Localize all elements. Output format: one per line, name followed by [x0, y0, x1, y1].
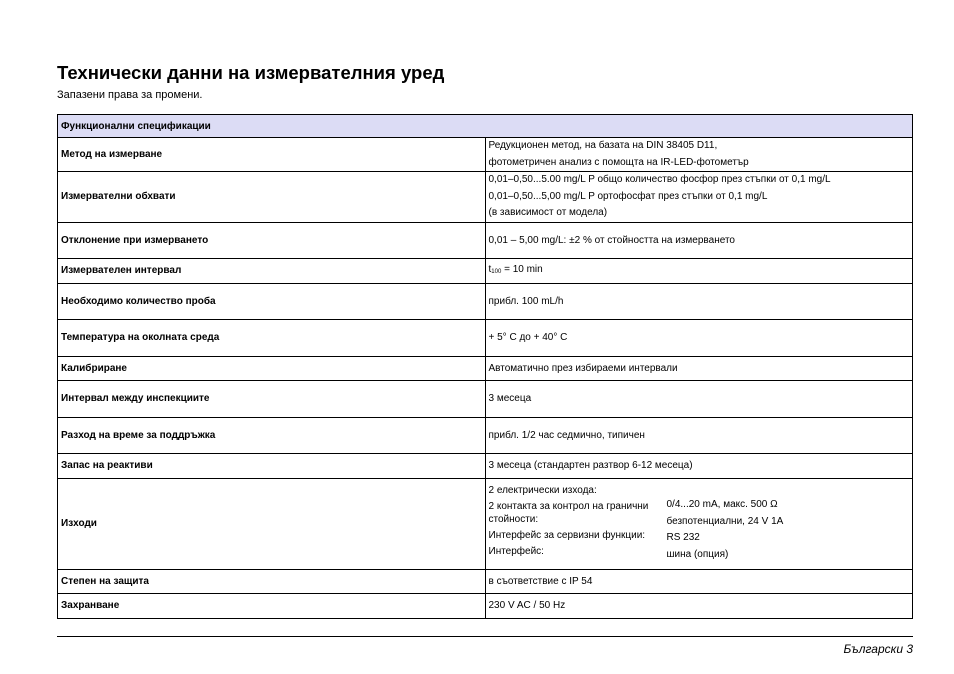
row-label: Захранване: [58, 593, 486, 618]
output-value: RS 232: [666, 532, 700, 543]
page-subtitle: Запазени права за промени.: [57, 89, 203, 101]
table-header-row: [58, 115, 913, 138]
outputs-values: [667, 484, 784, 563]
output-item: Интерфейс за сервизни функции:: [488, 530, 646, 541]
row-label: Отклонение при измерването: [58, 222, 486, 258]
output-value: шина (опция): [666, 548, 729, 560]
outputs-grid: [489, 482, 910, 565]
row-value: Автоматично през избираеми интервали: [485, 356, 913, 380]
row-value-line: (в зависимост от модела): [488, 207, 608, 218]
t-symbol: t: [488, 263, 492, 275]
row-value: в съответствие с IP 54: [485, 569, 913, 593]
row-value-line: Редукционен метод, на базата на DIN 38405 D11,: [488, 140, 718, 151]
table-header: Функционални спецификации: [58, 115, 913, 138]
footer-divider: [57, 636, 913, 637]
row-value: прибл. 100 mL/h: [485, 283, 913, 319]
row-label: Температура на околната среда: [58, 319, 486, 356]
table-row: [58, 222, 913, 258]
row-value: 3 месеца: [485, 380, 913, 417]
table-row: [58, 478, 913, 569]
table-row: [58, 258, 913, 283]
row-value: [485, 172, 913, 223]
table-row: [58, 319, 913, 356]
row-value: + 5° C до + 40° C: [485, 319, 913, 356]
row-label: Измервателен интервал: [58, 258, 486, 283]
row-label: Метод на измерване: [58, 138, 486, 172]
outputs-items: [489, 484, 667, 563]
row-value: [485, 138, 913, 172]
table-row: [58, 138, 913, 172]
row-value-line: 0,01–0,50...5,00 mg/L P ортофосфат през стъпки от 0,1 mg/L: [488, 190, 768, 202]
page-number: Български 3: [843, 642, 913, 656]
row-value-line: 0,01–0,50...5.00 mg/L P общо количество фосфор през стъпки от 0,1 mg/L: [488, 174, 831, 185]
output-value: 0/4...20 mA, макс. 500 Ω: [666, 499, 778, 510]
output-item: 2 контакта за контрол на гранични стойности:: [488, 501, 649, 525]
output-item: Интерфейс:: [488, 546, 544, 557]
table-row: [58, 593, 913, 618]
row-value: 230 V AC / 50 Hz: [485, 593, 913, 618]
row-value: 0,01 – 5,00 mg/L: ±2 % от стойността на измерването: [485, 222, 913, 258]
table-row: [58, 453, 913, 478]
row-label: Изходи: [58, 478, 486, 569]
row-label: Запас на реактиви: [58, 453, 486, 478]
row-value: [485, 258, 913, 283]
table-row: [58, 356, 913, 380]
table-row: [58, 172, 913, 223]
spec-table: [57, 114, 913, 619]
row-label: Измервателни обхвати: [58, 172, 486, 223]
row-label: Интервал между инспекциите: [58, 380, 486, 417]
table-row: [58, 283, 913, 319]
page-title: Технически данни на измервателния уред: [57, 62, 445, 83]
output-value: безпотенциални, 24 V 1A: [666, 515, 784, 527]
table-row: [58, 417, 913, 453]
row-value: прибл. 1/2 час седмично, типичен: [485, 417, 913, 453]
row-value-line: фотометричен анализ с помощта на IR-LED-фотометър: [488, 156, 749, 168]
t-subscript: 100: [491, 268, 502, 275]
row-label: Степен на защита: [58, 569, 486, 593]
table-row: [58, 569, 913, 593]
row-value: 3 месеца (стандартен разтвор 6-12 месеца): [485, 453, 913, 478]
row-value: [485, 478, 913, 569]
row-label: Калибриране: [58, 356, 486, 380]
row-label: Необходимо количество проба: [58, 283, 486, 319]
output-item: 2 електрически изхода:: [488, 485, 597, 496]
table-row: [58, 380, 913, 417]
t-value: = 10 min: [501, 263, 543, 275]
row-label: Разход на време за поддръжка: [58, 417, 486, 453]
